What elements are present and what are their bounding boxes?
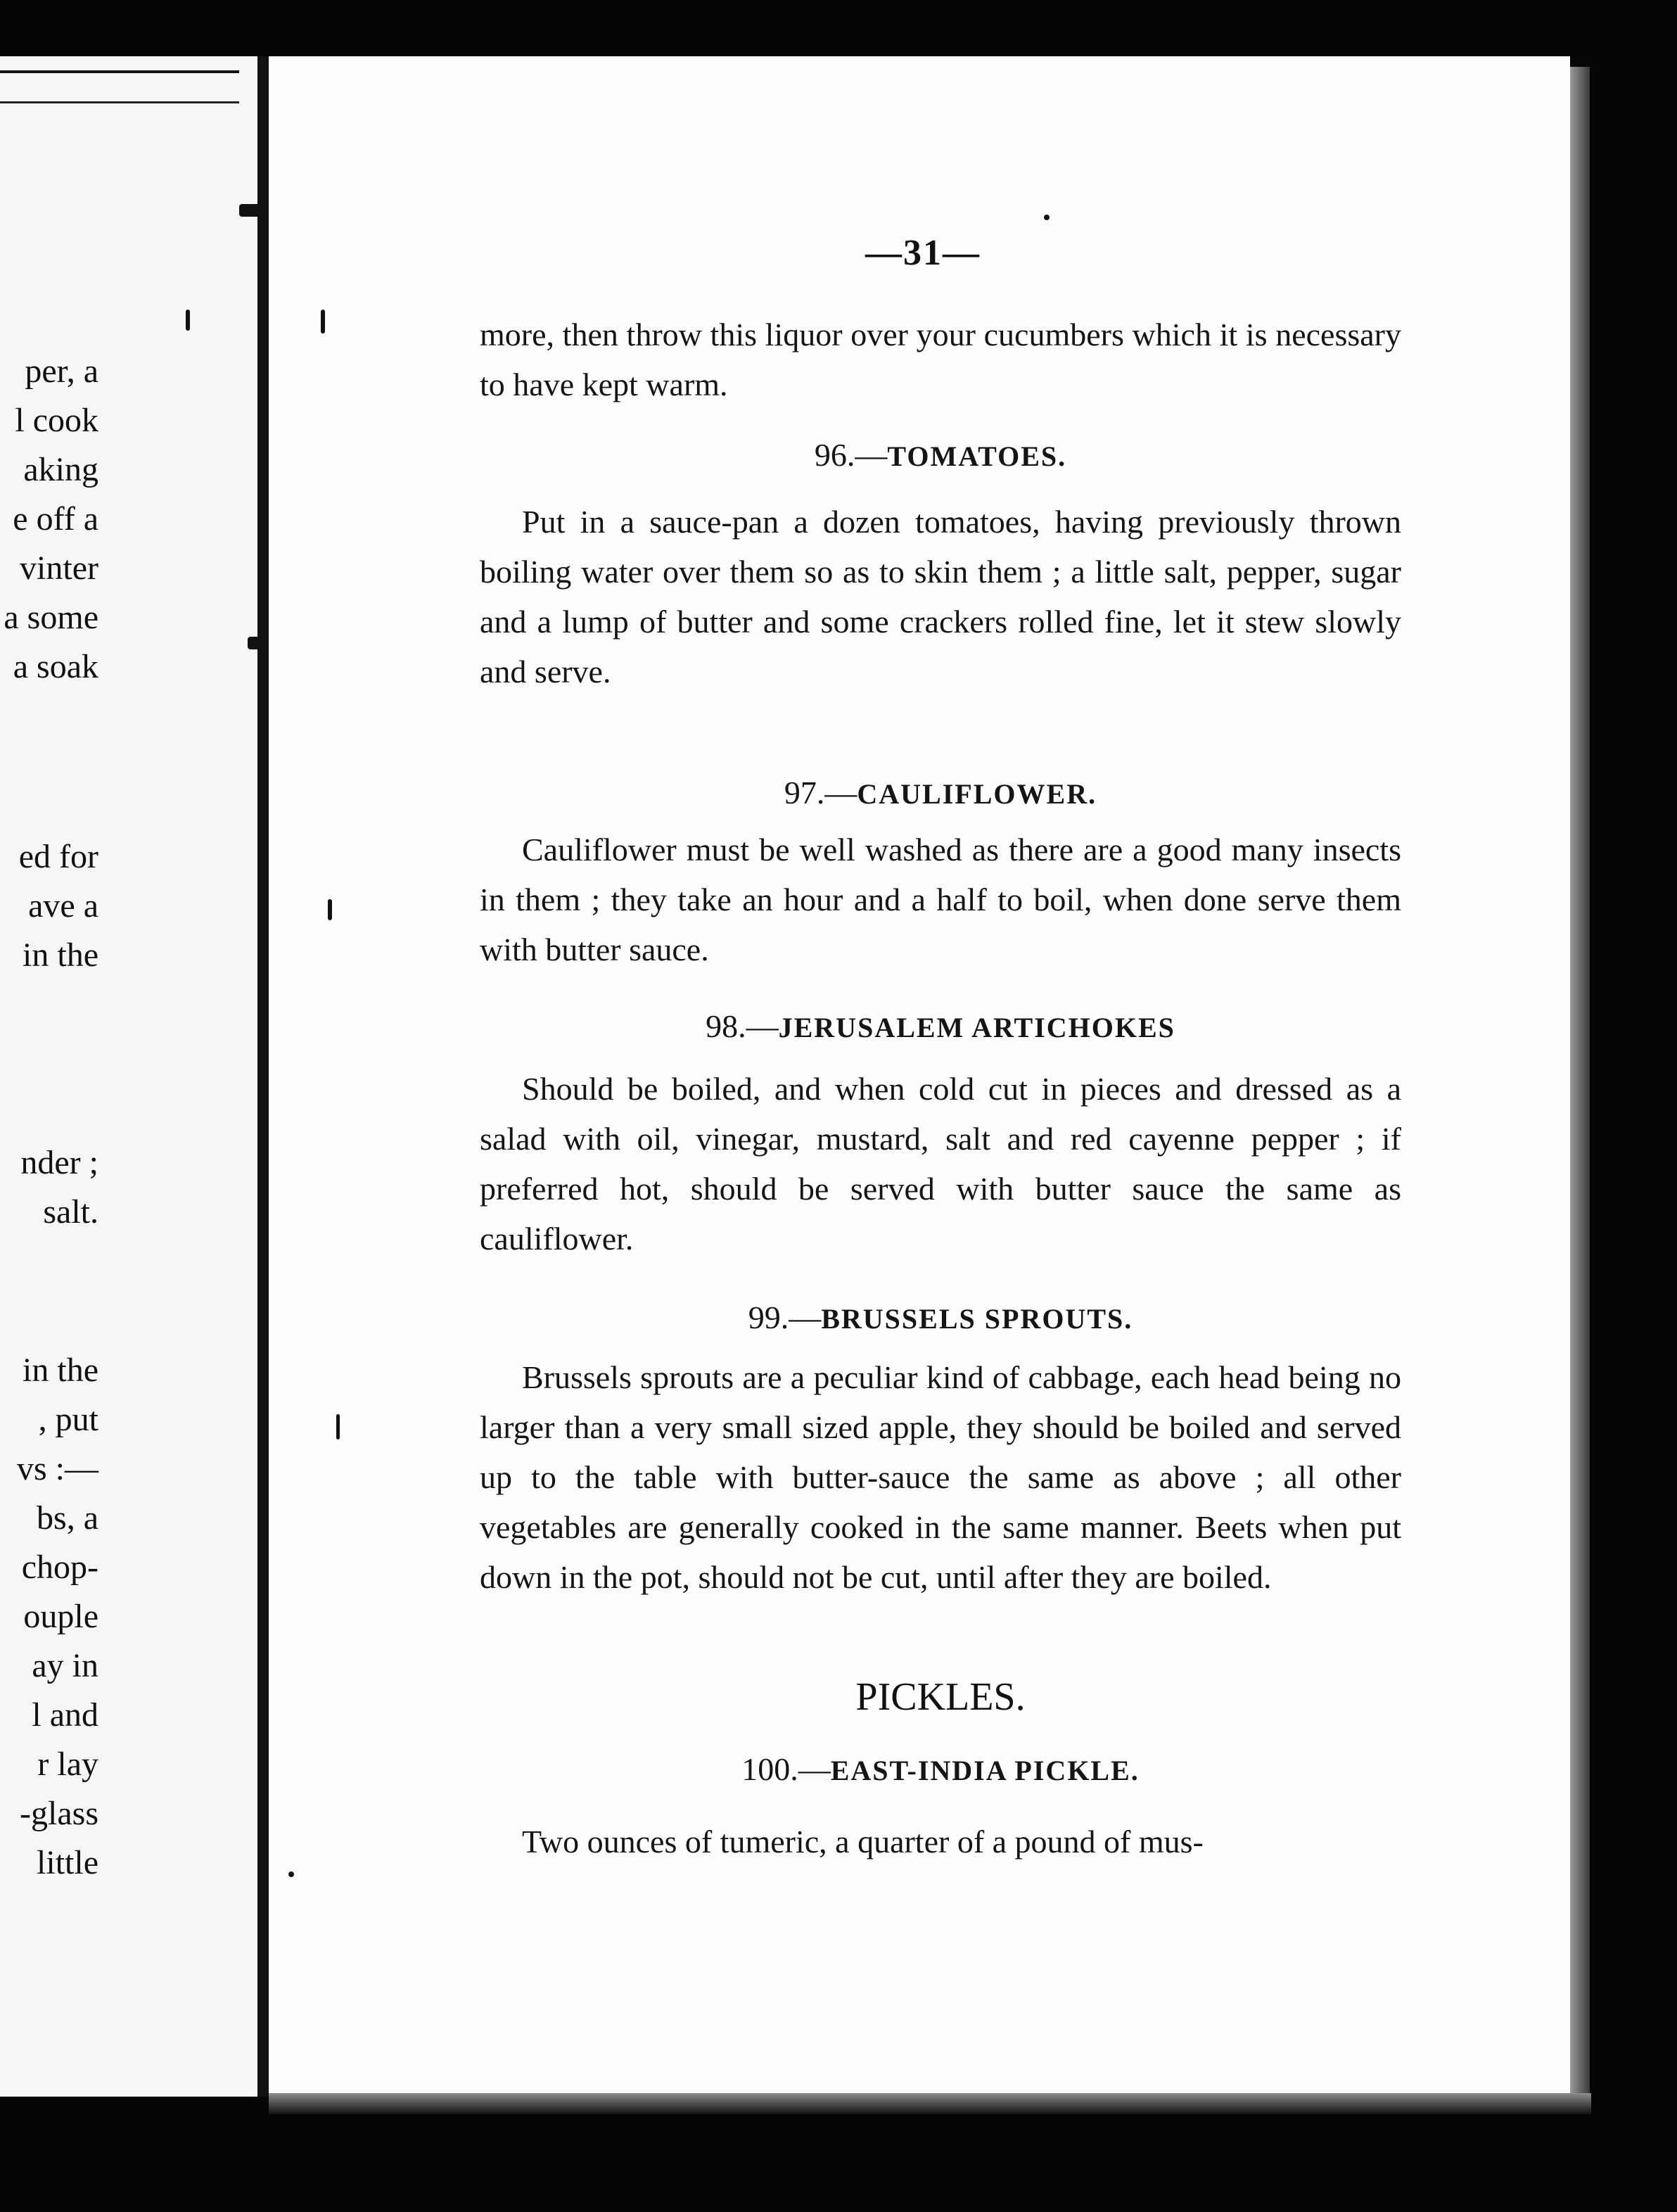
page-number: —31— xyxy=(865,233,981,273)
scan-speck xyxy=(328,899,332,920)
recipe-text-100: Two ounces of tumeric, a quarter of a pound of mus- xyxy=(522,1824,1204,1860)
left-page-fragment: l and xyxy=(32,1696,98,1734)
recipe-heading-100 xyxy=(480,1750,1401,1788)
recipe-title: EAST-INDIA PICKLE. xyxy=(830,1755,1140,1786)
scan-speck xyxy=(336,1414,340,1439)
left-page-fragment: in the xyxy=(23,1352,98,1389)
left-page-top-edge xyxy=(0,70,239,103)
recipe-text-96: Put in a sauce-pan a dozen tomatoes, having previously thrown boiling water over them so as to skin them ; a little salt, pepper, sugar and a lump of butter and some crackers rolled fine, let it stew slowly and serve. xyxy=(480,504,1401,689)
left-page-fragment: a soak xyxy=(13,648,98,685)
right-page-edge-shadow xyxy=(1570,67,1590,2093)
recipe-title: TOMATOES. xyxy=(887,440,1067,472)
left-page-fragment: -glass xyxy=(20,1795,98,1832)
left-page-fragment: in the xyxy=(23,936,98,974)
recipe-text-99: Brussels sprouts are a peculiar kind of cabbage, each head being no larger than a very small sized apple, they should be boiled and served up to the table with butter-sauce the same as above ; all other vegetables are generally cooked in the same manner. Beets when put down in the pot, should not be cut, until after they are boiled. xyxy=(480,1359,1401,1595)
left-page-fragment: a some xyxy=(4,599,98,636)
left-page-fragment: ed for xyxy=(18,838,98,875)
intro-paragraph: more, then throw this liquor over your cucumbers which it is necessary to have kept warm. xyxy=(480,317,1401,402)
scan-speck xyxy=(1044,215,1050,220)
recipe-title: JERUSALEM ARTICHOKES xyxy=(778,1012,1175,1043)
recipe-text-98: Should be boiled, and when cold cut in pieces and dressed as a salad with oil, vinegar, mustard, salt and red cayenne pepper ; if preferred hot, should be served with butter sauce the same as cauliflower. xyxy=(480,1071,1401,1257)
left-page-fragment: e off a xyxy=(13,500,98,538)
recipe-heading-97 xyxy=(480,774,1401,811)
recipe-heading-99 xyxy=(480,1299,1401,1336)
left-page-fragment: l cook xyxy=(15,402,98,439)
section-title-pickles: PICKLES. xyxy=(855,1675,1026,1719)
left-page-fragment: r lay xyxy=(37,1746,98,1783)
recipe-number: 96.— xyxy=(814,437,888,473)
recipe-title: BRUSSELS SPROUTS. xyxy=(821,1303,1133,1335)
recipe-heading-96 xyxy=(480,436,1401,473)
scan-speck xyxy=(288,1871,294,1877)
left-page-fragment: salt. xyxy=(43,1193,98,1231)
left-page-fragment: nder ; xyxy=(20,1144,98,1181)
recipe-number: 100.— xyxy=(741,1751,831,1787)
recipe-number: 97.— xyxy=(784,775,857,811)
recipe-number: 99.— xyxy=(748,1299,822,1335)
left-page-fragment: , put xyxy=(38,1401,98,1438)
scan-speck xyxy=(186,310,190,331)
left-page-edge xyxy=(0,56,262,2097)
left-page-fragment: chop- xyxy=(21,1549,98,1586)
left-page-fragment: bs, a xyxy=(37,1499,98,1537)
recipe-number: 98.— xyxy=(706,1008,779,1044)
left-page-fragment: per, a xyxy=(25,352,98,390)
recipe-text-97: Cauliflower must be well washed as there are a good many insects in them ; they take an hour and a half to boil, when done serve them with butter sauce. xyxy=(480,832,1401,967)
binding-stitch xyxy=(239,204,264,217)
left-page-fragment: ay in xyxy=(32,1647,98,1684)
left-page-fragment: ave a xyxy=(28,887,98,924)
left-page-fragment: ouple xyxy=(23,1598,98,1635)
left-page-fragment: vs :— xyxy=(16,1450,98,1487)
page-bottom-edge xyxy=(269,2093,1591,2114)
scan-speck xyxy=(321,310,325,333)
left-page-fragment: little xyxy=(37,1844,98,1881)
recipe-title: CAULIFLOWER. xyxy=(857,778,1097,810)
left-page-fragment: aking xyxy=(23,451,98,488)
left-page-fragment: vinter xyxy=(20,549,98,587)
recipe-heading-98 xyxy=(480,1008,1401,1045)
